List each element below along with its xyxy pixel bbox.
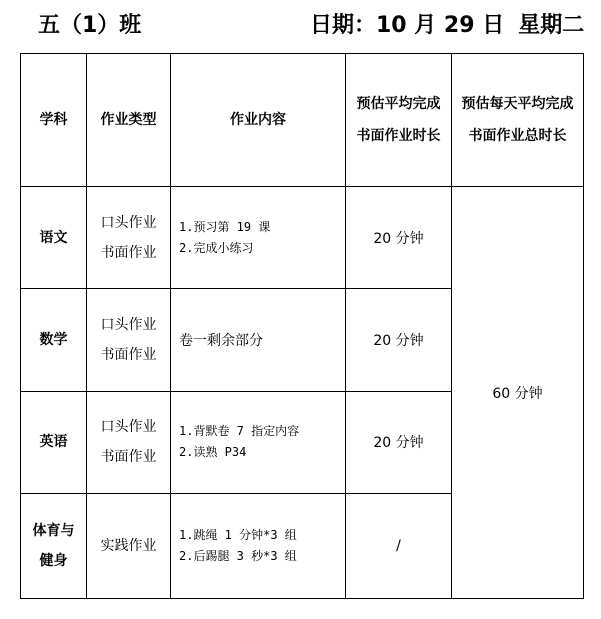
type-line: 书面作业 [100, 244, 157, 261]
content-line: 2.后踢腿 3 秒*3 组 [179, 548, 297, 563]
subject-cell: 体育与健身 [21, 493, 87, 598]
type-cell [87, 391, 171, 493]
type-line: 实践作业 [100, 537, 157, 554]
content-cell [171, 187, 346, 289]
homework-table [20, 53, 584, 599]
weekday: 星期二 [518, 13, 585, 38]
table-row [21, 187, 584, 289]
type-cell [87, 187, 171, 289]
content-line: 1.背默卷 7 指定内容 [179, 424, 300, 439]
type-cell [87, 493, 171, 598]
duration-cell: 20 分钟 [346, 289, 452, 391]
type-cell [87, 289, 171, 391]
duration-cell: 20 分钟 [346, 391, 452, 493]
content-line: 2.完成小练习 [179, 240, 254, 255]
header-daily-total: 预估每天平均完成书面作业总时长 [452, 54, 584, 187]
daily-total-cell: 60 分钟 [452, 187, 584, 599]
header-subject: 学科 [21, 54, 87, 187]
header-content: 作业内容 [171, 54, 346, 187]
content-line: 1.预习第 19 课 [179, 219, 271, 234]
duration-cell: / [346, 493, 452, 598]
type-line: 口头作业 [100, 214, 157, 231]
content-line: 1.跳绳 1 分钟*3 组 [179, 527, 297, 542]
subject-cell: 数学 [21, 289, 87, 391]
type-line: 口头作业 [100, 419, 157, 436]
header-row [21, 54, 584, 187]
type-line: 口头作业 [100, 317, 157, 334]
header-type: 作业类型 [87, 54, 171, 187]
page-header [0, 0, 601, 48]
content-cell [171, 493, 346, 598]
content-line: 2.读熟 P34 [179, 445, 247, 460]
type-line: 书面作业 [100, 449, 157, 466]
subject-cell: 英语 [21, 391, 87, 493]
content-cell [171, 391, 346, 493]
class-name: 五（1）班 [38, 13, 142, 38]
content-line: 卷一剩余部分 [179, 333, 263, 350]
date-line [310, 8, 584, 39]
date: 日期：10 月 29 日 [310, 13, 505, 38]
type-line: 书面作业 [100, 347, 157, 364]
duration-cell: 20 分钟 [346, 187, 452, 289]
subject-cell: 语文 [21, 187, 87, 289]
header-est-time: 预估平均完成书面作业时长 [346, 54, 452, 187]
content-cell [171, 289, 346, 391]
